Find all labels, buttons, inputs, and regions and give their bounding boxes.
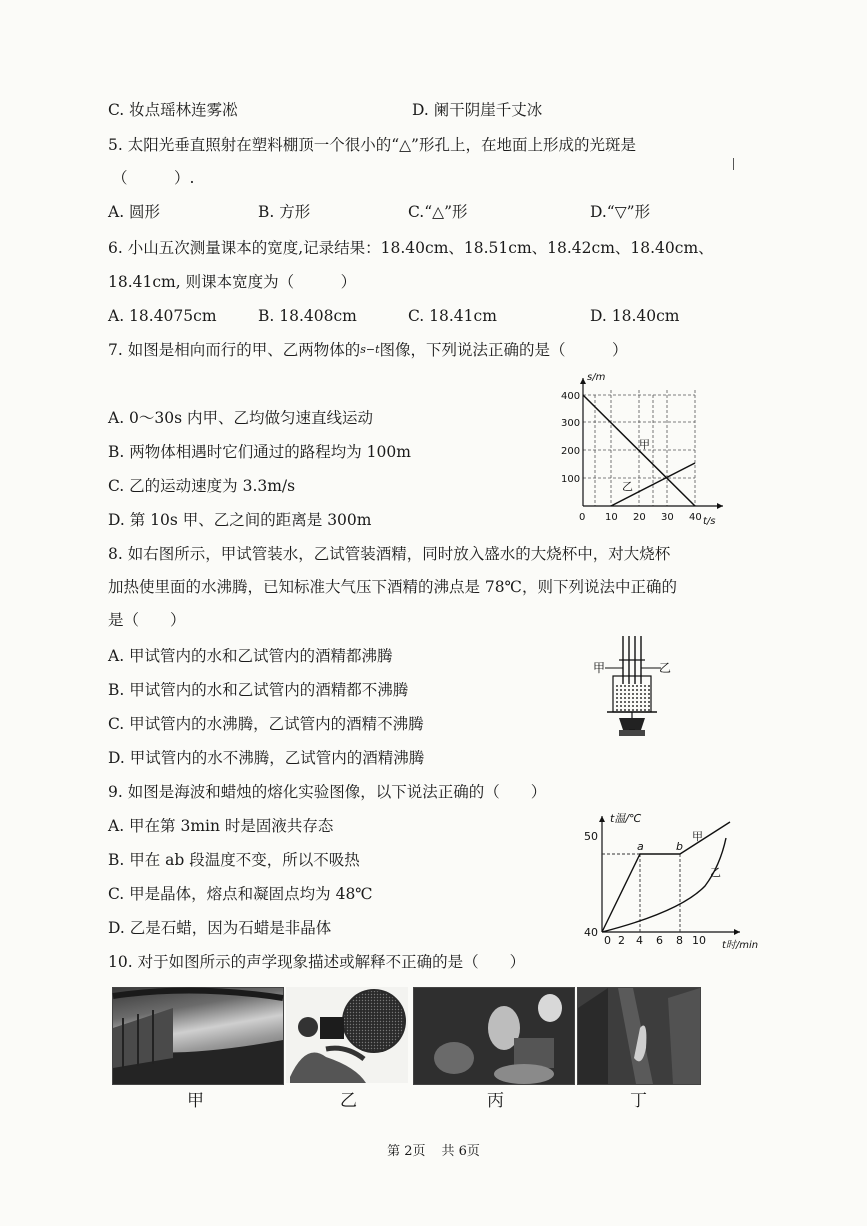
option-c-q4: C. 妆点瑶林连雾凇: [108, 101, 238, 119]
melt-xtick-6: 6: [656, 934, 663, 947]
st-xtick-20: 20: [633, 512, 646, 523]
photo-bing: [413, 987, 575, 1085]
q6-option-a: A. 18.4075cm: [108, 307, 217, 325]
page-number: 第 2页: [387, 1144, 426, 1159]
question-9: 9. 如图是海波和蜡烛的熔化实验图像，以下说法正确的（ ）: [108, 783, 547, 801]
question-5-blank: （ ）.: [112, 169, 195, 187]
q8-option-b: B. 甲试管内的水和乙试管内的酒精都不沸腾: [108, 681, 409, 699]
question-10: 10. 对于如图所示的声学现象描述或解释不正确的是（ ）: [108, 953, 526, 971]
test-tube-diagram: [595, 632, 685, 744]
q8-option-a: A. 甲试管内的水和乙试管内的酒精都沸腾: [108, 647, 393, 665]
melt-xtick-10: 10: [692, 934, 706, 947]
melt-point-a: a: [637, 840, 644, 853]
tube-label-jia: 甲: [593, 661, 606, 675]
st-ytick-300: 300: [561, 418, 581, 429]
melt-point-b: b: [676, 840, 683, 853]
question-7: [108, 340, 628, 360]
st-label-jia: 甲: [639, 438, 650, 451]
st-xlabel: t/s: [703, 516, 716, 527]
q8-option-c: C. 甲试管内的水沸腾，乙试管内的酒精不沸腾: [108, 715, 424, 733]
q9-option-c: C. 甲是晶体，熔点和凝固点均为 48℃: [108, 885, 373, 903]
melting-graph: [580, 808, 770, 950]
photo-jia: [112, 987, 284, 1085]
q9-option-b: B. 甲在 ab 段温度不变，所以不吸热: [108, 851, 360, 869]
option-d-q4: D. 阑干阴崖千丈冰: [412, 101, 543, 119]
question-8: 8. 如右图所示，甲试管装水，乙试管装酒精，同时放入盛水的大烧杯中，对大烧杯: [108, 545, 671, 563]
melt-ytick-40: 40: [584, 926, 598, 939]
st-ytick-200: 200: [561, 446, 581, 457]
page-total: 共 6页: [441, 1144, 480, 1159]
q5-option-b: B. 方形: [258, 203, 311, 221]
melt-xtick-0: 0: [604, 934, 611, 947]
question-7-text: 7. 如图是相向而行的甲、乙两物体的: [108, 341, 361, 359]
q6-option-d: D. 18.40cm: [590, 307, 680, 325]
photo-ding: [577, 987, 701, 1085]
caption-jia: 甲: [187, 1091, 204, 1111]
q7-option-d: D. 第 10s 甲、乙之间的距离是 300m: [108, 511, 372, 529]
question-8-cont2: 是（ ）: [108, 611, 186, 629]
question-8-cont: 加热使里面的水沸腾，已知标准大气压下酒精的沸点是 78℃，则下列说法中正确的: [108, 578, 677, 596]
st-ytick-100: 100: [561, 474, 581, 485]
st-xtick-0: 0: [579, 512, 586, 523]
q6-option-c: C. 18.41cm: [408, 307, 497, 325]
melt-ytick-50: 50: [584, 830, 598, 843]
q9-option-d: D. 乙是石蜡，因为石蜡是非晶体: [108, 919, 332, 937]
question-5: 5. 太阳光垂直照射在塑料棚顶一个很小的“△”形孔上，在地面上形成的光斑是: [108, 136, 636, 154]
melt-ylabel: t温/℃: [610, 812, 642, 825]
st-ylabel: s/m: [587, 372, 606, 383]
st-symbol: s−t: [360, 343, 380, 356]
st-graph: [555, 368, 730, 528]
melt-xtick-8: 8: [676, 934, 683, 947]
q9-option-a: A. 甲在第 3min 时是固液共存态: [108, 817, 334, 835]
q5-option-c: C.“△”形: [408, 203, 468, 221]
melt-xtick-2: 2: [618, 934, 625, 947]
caption-yi: 乙: [340, 1091, 357, 1111]
question-6: 6. 小山五次测量课本的宽度,记录结果：18.40cm、18.51cm、18.42cm、18.40cm、: [108, 239, 714, 257]
melt-xtick-4: 4: [636, 934, 643, 947]
q5-option-a: A. 圆形: [108, 203, 161, 221]
tube-label-yi: 乙: [659, 661, 672, 675]
q7-option-b: B. 两物体相遇时它们通过的路程均为 100m: [108, 443, 411, 461]
q7-option-a: A. 0～30s 内甲、乙均做匀速直线运动: [108, 409, 374, 427]
question-6-cont: 18.41cm, 则课本宽度为（ ）: [108, 273, 357, 291]
question-7-text-end: 图像，下列说法正确的是（ ）: [379, 341, 628, 359]
st-xtick-30: 30: [661, 512, 674, 523]
melt-xlabel: t时/min: [722, 940, 759, 951]
st-label-yi: 乙: [622, 480, 633, 493]
q7-option-c: C. 乙的运动速度为 3.3m/s: [108, 477, 296, 495]
photo-yi: [286, 987, 408, 1083]
melt-label-jia: 甲: [692, 830, 703, 843]
q8-option-d: D. 甲试管内的水不沸腾，乙试管内的酒精沸腾: [108, 749, 425, 767]
q6-option-b: B. 18.408cm: [258, 307, 357, 325]
caption-bing: 丙: [487, 1091, 504, 1111]
st-ytick-400: 400: [561, 391, 581, 402]
melt-label-yi: 乙: [710, 866, 721, 879]
q5-option-d: D.“▽”形: [590, 203, 651, 221]
st-xtick-10: 10: [605, 512, 618, 523]
page-footer: [0, 1140, 867, 1159]
st-xtick-40: 40: [689, 512, 702, 523]
caption-ding: 丁: [630, 1091, 647, 1111]
scan-mark: [733, 158, 734, 170]
